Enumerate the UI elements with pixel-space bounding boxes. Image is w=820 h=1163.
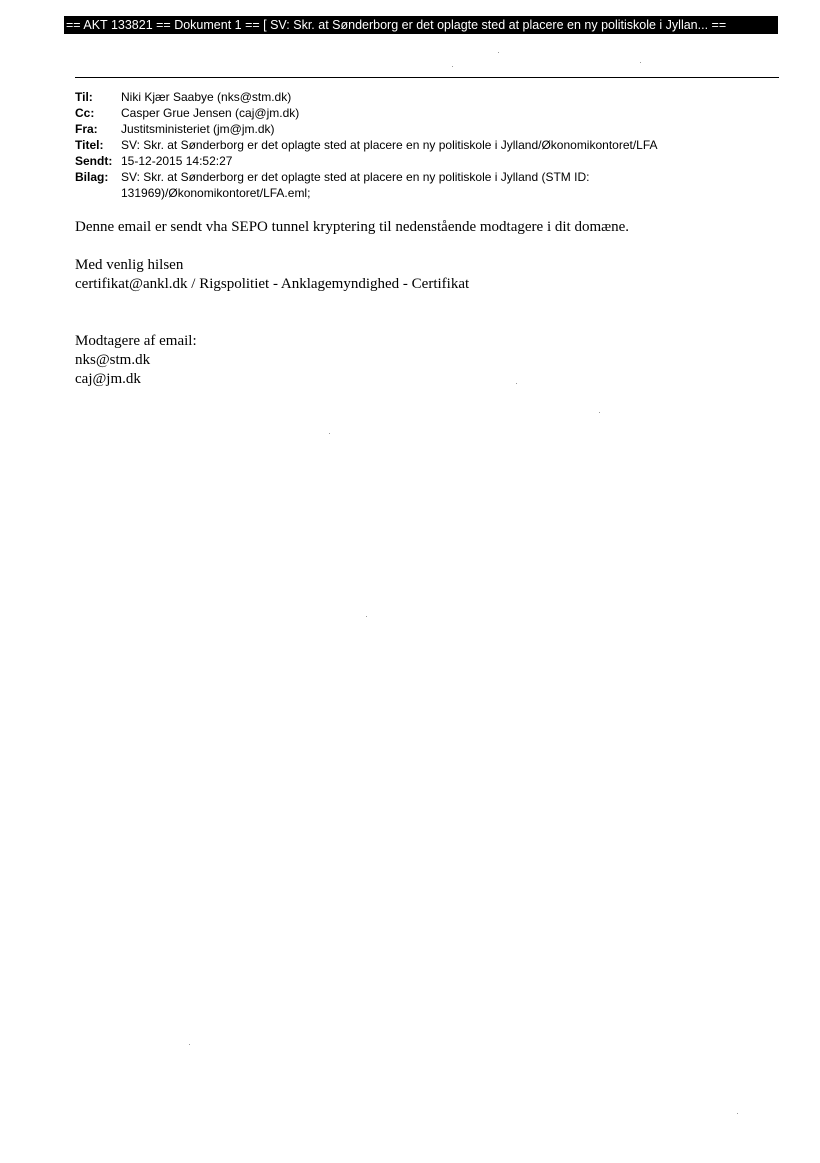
scan-speck [516,383,517,384]
header-value-from: Justitsministeriet (jm@jm.dk) [121,122,275,136]
header-row-title [75,137,775,153]
header-label-title: Titel: [75,138,104,152]
attachment-line-2: 131969)/Økonomikontoret/LFA.eml; [121,186,311,200]
header-divider [75,77,779,78]
encryption-notice: Denne email er sendt vha SEPO tunnel kryptering til nedenstående modtagere i dit domæne. [75,219,630,235]
scan-speck [737,1113,738,1114]
header-value-sent: 15-12-2015 14:52:27 [121,154,233,168]
header-value-cc: Casper Grue Jensen (caj@jm.dk) [121,106,300,120]
document-banner: == AKT 133821 == Dokument 1 == [ SV: Skr. at Sønderborg er det oplagte sted at placere en ny politiskole i Jyllan... == [64,16,778,34]
greeting: Med venlig hilsen [75,257,184,273]
scan-speck [189,1044,190,1045]
header-label-from: Fra: [75,122,98,136]
scan-speck [329,433,330,434]
header-label-sent: Sendt: [75,154,113,168]
header-label-attachment: Bilag: [75,170,109,184]
scan-speck [452,66,453,67]
scan-speck [366,616,367,617]
scan-speck [599,412,600,413]
header-row-cc [75,105,775,121]
attachment-line-1: SV: Skr. at Sønderborg er det oplagte sted at placere en ny politiskole i Jylland (STM ID: [121,170,590,184]
email-headers [75,89,775,201]
header-row-sent [75,153,775,169]
header-row-attachment [75,169,775,201]
recipient-item: caj@jm.dk [75,371,141,387]
header-row-from [75,121,775,137]
header-row-to [75,89,775,105]
header-label-to: Til: [75,90,93,104]
scan-speck [498,52,499,53]
signature: certifikat@ankl.dk / Rigspolitiet - Anklagemyndighed - Certifikat [75,276,470,292]
recipients-block [75,332,197,389]
header-value-to: Niki Kjær Saabye (nks@stm.dk) [121,90,292,104]
scan-speck [640,62,641,63]
recipient-item: nks@stm.dk [75,352,151,368]
header-value-title: SV: Skr. at Sønderborg er det oplagte sted at placere en ny politiskole i Jylland/Økonomikontoret/LFA [121,138,658,152]
signature-block [75,256,469,294]
header-value-attachment [121,169,775,201]
recipients-heading: Modtagere af email: [75,333,197,349]
header-label-cc: Cc: [75,106,95,120]
